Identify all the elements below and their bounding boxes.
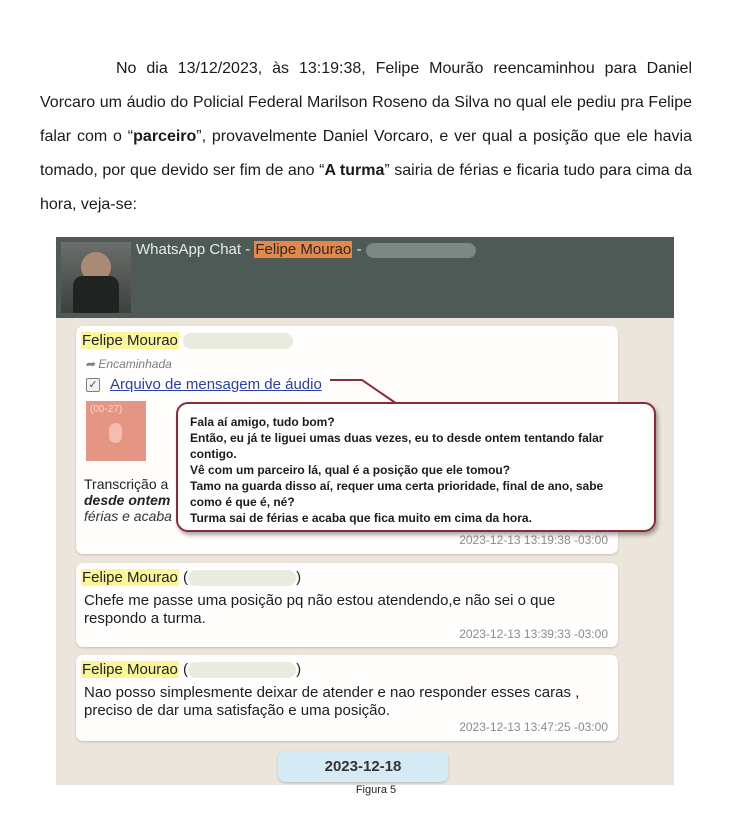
sender-name: Felipe Mourao <box>82 661 178 678</box>
audio-duration: (00-27) <box>90 404 123 415</box>
callout-line-3: contigo. <box>190 447 237 461</box>
body-paragraph <box>40 52 692 222</box>
sender-name: Felipe Mourao <box>82 569 178 586</box>
callout-line-2: Então, eu já te liguei umas duas vezes, eu to desde ontem tentando falar <box>190 431 604 445</box>
message-line-1: Chefe me passe uma posição pq não estou atendendo,e não sei o que <box>84 592 556 609</box>
message-bubble-3 <box>76 655 618 741</box>
forwarded-label <box>85 357 172 371</box>
message-sender <box>81 661 301 678</box>
redacted-phone <box>183 333 293 349</box>
message-line-2: respondo a turma. <box>84 610 206 627</box>
redacted-phone <box>188 662 296 678</box>
message-sender <box>81 569 301 586</box>
sender-paren-open: ( <box>178 661 189 678</box>
message-text <box>84 592 555 628</box>
date-separator: 2023-12-18 <box>278 751 448 782</box>
message-timestamp: 2023-12-13 13:39:33 -03:00 <box>459 627 608 641</box>
message-line-2: preciso de dar uma satisfação e uma posição. <box>84 702 390 719</box>
sender-paren-close: ) <box>296 569 302 586</box>
chat-title-sep: - <box>352 241 366 258</box>
transcription-line-2: desde ontem <box>84 492 171 508</box>
paragraph-text-2: ”, provavelmente Daniel Vorcaro, e ver qual a posição que ele havia tomado, por que devido ser fim de ano “ <box>40 128 693 179</box>
transcription-line-1: Transcrição a <box>84 476 169 492</box>
callout-line-5: Tamo na guarda disso aí, requer uma certa prioridade, final de ano, sabe <box>190 479 604 493</box>
chat-header <box>56 237 674 318</box>
message-timestamp: 2023-12-13 13:47:25 -03:00 <box>459 720 608 734</box>
transcript-callout <box>176 402 656 532</box>
callout-line-4: Vê com um parceiro lá, qual é a posição que ele tomou? <box>190 463 511 477</box>
message-line-1: Nao posso simplesmente deixar de atender e nao responder esses caras , <box>84 684 580 701</box>
paragraph-text-3: ” sairia de férias e ficaria tudo para cima da hora, veja-se: <box>40 162 693 213</box>
callout-text <box>190 414 603 526</box>
avatar <box>61 242 131 313</box>
forwarded-text: Encaminhada <box>98 357 172 371</box>
chat-title <box>136 241 476 258</box>
transcription-text <box>84 476 172 524</box>
message-bubble-2 <box>76 563 618 647</box>
sender-paren-open: ( <box>178 569 189 586</box>
paragraph-text-1: No dia 13/12/2023, às 13:19:38, Felipe Mourão reencaminhou para Daniel Vorcaro um áudio do Policial Federal Marilson Roseno da Silva no qual ele pediu pra Felipe falar com o “ <box>40 60 692 145</box>
message-sender <box>81 332 293 349</box>
callout-line-6: como é que é, né? <box>190 495 295 509</box>
checkbox-icon[interactable]: ✓ <box>86 378 100 392</box>
message-timestamp: 2023-12-13 13:19:38 -03:00 <box>459 533 608 547</box>
redacted-phone <box>188 570 296 586</box>
chat-title-prefix: WhatsApp Chat - <box>136 241 255 258</box>
paragraph-bold-turma: A turma <box>324 162 385 179</box>
audio-thumbnail[interactable] <box>86 401 146 461</box>
figure-caption: Figura 5 <box>355 784 397 796</box>
callout-line-1: Fala aí amigo, tudo bom? <box>190 415 335 429</box>
audio-file-link[interactable]: Arquivo de mensagem de áudio <box>110 376 322 393</box>
microphone-icon <box>109 423 122 443</box>
sender-name: Felipe Mourao <box>82 332 178 349</box>
paragraph-bold-parceiro: parceiro <box>133 128 197 145</box>
redacted-phone <box>366 243 476 258</box>
callout-line-7: Turma sai de férias e acaba que fica muito em cima da hora. <box>190 511 532 525</box>
message-text <box>84 684 579 720</box>
transcription-line-3: férias e acaba <box>84 508 172 524</box>
chat-title-name: Felipe Mourao <box>255 241 352 258</box>
sender-paren-close: ) <box>296 661 302 678</box>
forward-arrow-icon: ➦ <box>85 357 96 371</box>
